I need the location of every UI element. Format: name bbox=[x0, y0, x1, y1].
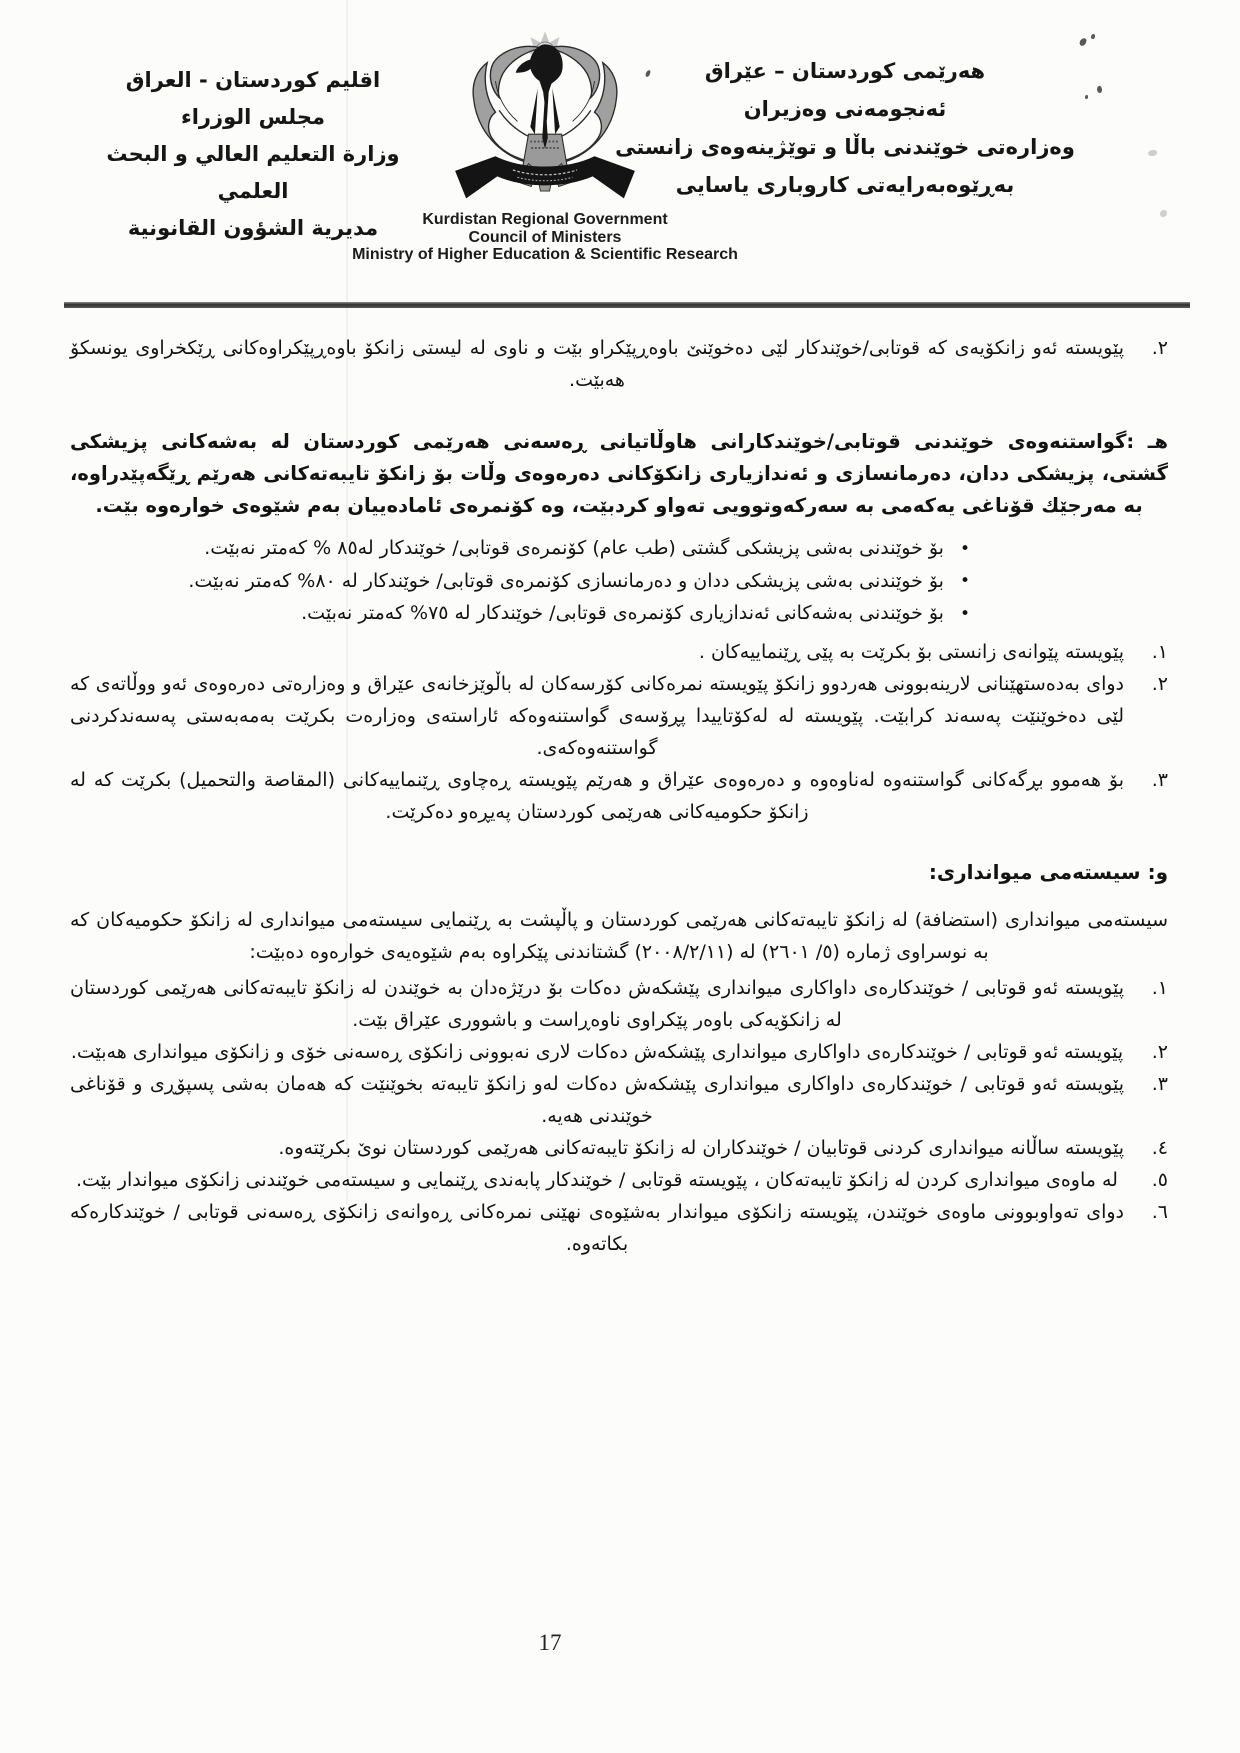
list-number: ٢. bbox=[1151, 337, 1168, 359]
grade-bullet: • بۆ خوێندنی بەشی پزیشکی ددان و دەرمانسازی کۆنمرەی قوتابی/ خوێندکار لە ٨٠% کەمتر نەبێت. bbox=[70, 565, 970, 598]
header-kurdish-line: هەرێمی کوردستان – عێراق bbox=[704, 59, 986, 83]
transfer-step bbox=[70, 668, 1168, 764]
ink-speck bbox=[1096, 85, 1103, 93]
header-english-line: Kurdistan Regional Government bbox=[422, 211, 668, 228]
grade-requirements-list bbox=[70, 532, 970, 630]
hosting-rule bbox=[70, 1132, 1168, 1164]
ink-speck bbox=[1091, 34, 1095, 39]
ink-speck bbox=[1160, 210, 1167, 217]
hosting-rule-text: پێویسته ئەو قوتابی / خوێندکارەی داواکاری میوانداری پێشکەش دەکات لەو زانکۆ تایبەتە بخوێنێت کە هەمان بەشی پسپۆڕی و قۆناغی خوێندنی هەیە. bbox=[70, 1072, 1124, 1127]
hosting-rule-text: پێویسته ئەو قوتابی / خوێندکارەی داواکاری میوانداری پێشکەش دەکات لاری نەبوونی زانکۆی ڕەسەنی خۆی و زانکۆی میوانداری هەبێت. bbox=[70, 1040, 1124, 1063]
transfer-step bbox=[70, 764, 1168, 828]
header-arabic-line: اقليم كوردستان - العراق bbox=[125, 68, 381, 92]
ink-speck bbox=[1085, 95, 1088, 99]
header-english-line: Council of Ministers bbox=[468, 228, 622, 246]
header-english-line: Ministry of Higher Education & Scientific Research bbox=[352, 246, 738, 263]
hosting-rule bbox=[70, 1036, 1168, 1068]
list-number: ٢. bbox=[1151, 1040, 1168, 1063]
list-number: ١. bbox=[1151, 640, 1168, 663]
section-h-paragraph: هـ :گواستنەوەی خوێندنی قوتابی/خوێندکارانی هاوڵاتیانی ڕەسەنی هەرێمی کوردستان لە بەشەکانی پزیشکی گشتی، پزیشکی ددان، دەرمانسازی و ئەندازیاری زانکۆکانی دەرەوەی وڵات بۆ زانکۆ تایبەتەکانی هەرێم ڕێگەپێدراوە، بە مەرجێك قۆناغی یەکەمی بە سەرکەوتوویی تەواو کردبێت، وە کۆنمرەی ئامادەییان بەم شێوەی خوارەوە بێت. bbox=[70, 430, 1168, 517]
list-number: ٣. bbox=[1151, 1072, 1168, 1095]
header-kurdish-block bbox=[610, 52, 1080, 204]
transfer-step-text: دوای بەدەستهێنانی لارینەبوونی هەردوو زانکۆ پێویسته نمرەکانی کۆرسەکان لە باڵوێزخانەی عێراق و وەزارەتی دەرەوەی ئەو ووڵاتەی کە لێی دەخوێنێت پەسەند کرابێت. پێویسته لە لەکۆتاییدا پڕۆسەی گواستنەوەکە ئاراستەی وەزارەت بکرێت بەمەبەستی پەسەندکردنی گواستنەوەکەی. bbox=[70, 672, 1124, 759]
hosting-rule-text: پێویسته ساڵانە میوانداری کردنی قوتابیان / خوێندکاران لە زانکۆ تایبەتەکانی هەرێمی کوردستان نوێ بکرێتەوە. bbox=[278, 1136, 1124, 1159]
hosting-rule-text: لە ماوەی میوانداری کردن لە زانکۆ تایبەتەکان ، پێویسته قوتابی / خوێندکار پابەندی ڕێنمایی و سیستەمی خوێندنی زانکۆی میواندار بێت. bbox=[76, 1168, 1118, 1191]
ink-speck bbox=[1148, 150, 1157, 156]
transfer-step-text: بۆ هەموو بڕگەکانی گواستنەوە لەناوەوە و دەرەوەی عێراق و هەرێم پێویسته ڕەچاوی ڕێنماییەکانی (المقاصة والتحميل) بکرێت کە لە زانکۆ حکومیەکانی هەرێمی کوردستان پەیڕەو دەکرێت. bbox=[70, 768, 1124, 823]
transfer-item-2 bbox=[70, 332, 1168, 396]
hosting-section-heading: و: سیستەمی میوانداری: bbox=[928, 859, 1168, 884]
header-divider-rule bbox=[64, 302, 1190, 308]
hosting-rule bbox=[70, 1164, 1168, 1196]
page-number: 17 bbox=[538, 1630, 562, 1655]
hosting-rule bbox=[70, 1068, 1168, 1132]
header-arabic-line: مديرية الشؤون القانونية bbox=[127, 216, 379, 240]
header-kurdish-line: وەزارەتی خوێندنی باڵا و توێژینەوەی زانستی bbox=[615, 135, 1075, 159]
list-number: ٣. bbox=[1151, 768, 1168, 791]
list-number: ٢. bbox=[1151, 672, 1168, 695]
hosting-rule bbox=[70, 972, 1168, 1036]
grade-bullet: • بۆ خوێندنی بەشی پزیشکی گشتی (طب عام) کۆنمرەی قوتابی/ خوێندکار لە٨٥ % کەمتر نەبێت. bbox=[70, 532, 970, 565]
hosting-rules-list bbox=[70, 972, 1168, 1260]
transfer-step bbox=[70, 636, 1168, 668]
hosting-intro-paragraph: سیستەمی میوانداری (استضافة) لە زانکۆ تایبەتەکانی هەرێمی کوردستان و پاڵپشت بە ڕێنمایی سیستەمی میوانداری لە زانکۆ حکومیەکان کە بە نوسراوی ژمارە (٥/ ٢٦٠١) لە (٢٠٠٨/٢/١١) گشتاندنی پێکراوە بەم شێوەیەی خوارەوە دەبێت: bbox=[70, 908, 1168, 963]
ink-speck bbox=[1079, 37, 1088, 47]
hosting-rule-text: دوای تەواوبوونی ماوەی خوێندن، پێویسته زانکۆی میواندار بەشێوەی نهێنی نمرەکانی ڕەوانەی زانکۆی ڕەسەنی قوتابی / خوێندکارەکە بکاتەوە. bbox=[70, 1200, 1124, 1255]
krg-emblem-icon bbox=[437, 26, 653, 214]
list-number: ٤. bbox=[1151, 1136, 1168, 1159]
header-english-block bbox=[295, 211, 795, 264]
document-body bbox=[70, 332, 1168, 1260]
transfer-item-2-text: پێویسته ئەو زانکۆیەی کە قوتابی/خوێندکار لێی دەخوێنێ باوەڕپێکراو بێت و ناوی لە لیستی زانکۆ باوەڕپێکراوەکانی ڕێکخراوی یونسکۆ هەبێت. bbox=[70, 337, 1124, 391]
transfer-steps-list bbox=[70, 636, 1168, 828]
list-number: ٥. bbox=[1151, 1168, 1168, 1191]
grade-bullet: • بۆ خوێندنی بەشەکانی ئەندازیاری کۆنمرەی قوتابی/ خوێندکار لە ٧٥% کەمتر نەبێت. bbox=[70, 597, 970, 630]
header-arabic-line: مجلس الوزراء bbox=[180, 105, 326, 129]
hosting-rule bbox=[70, 1196, 1168, 1260]
header-kurdish-line: بەڕێوەبەرایەتی کاروباری یاسایی bbox=[675, 173, 1015, 197]
list-number: ٦. bbox=[1151, 1200, 1168, 1223]
list-number: ١. bbox=[1151, 976, 1168, 999]
header-kurdish-line: ئەنجومەنی وەزیران bbox=[743, 97, 947, 121]
header-arabic-line: وزارة التعليم العالي و البحث العلمي bbox=[106, 142, 400, 203]
hosting-rule-text: پێویسته ئەو قوتابی / خوێندکارەی داواکاری میوانداری پێشکەش دەکات بۆ درێژەدان بە خوێندن لە زانکۆ تایبەتەکانی هەرێمی کوردستان لە زانکۆیەکی باوەر پێکراوی ناوەڕاست و باشووری عێراق بێت. bbox=[70, 976, 1124, 1031]
transfer-step-text: پێویسته پێوانەی زانستی بۆ بکرێت بە پێی ڕێنماییەکان . bbox=[698, 640, 1124, 663]
